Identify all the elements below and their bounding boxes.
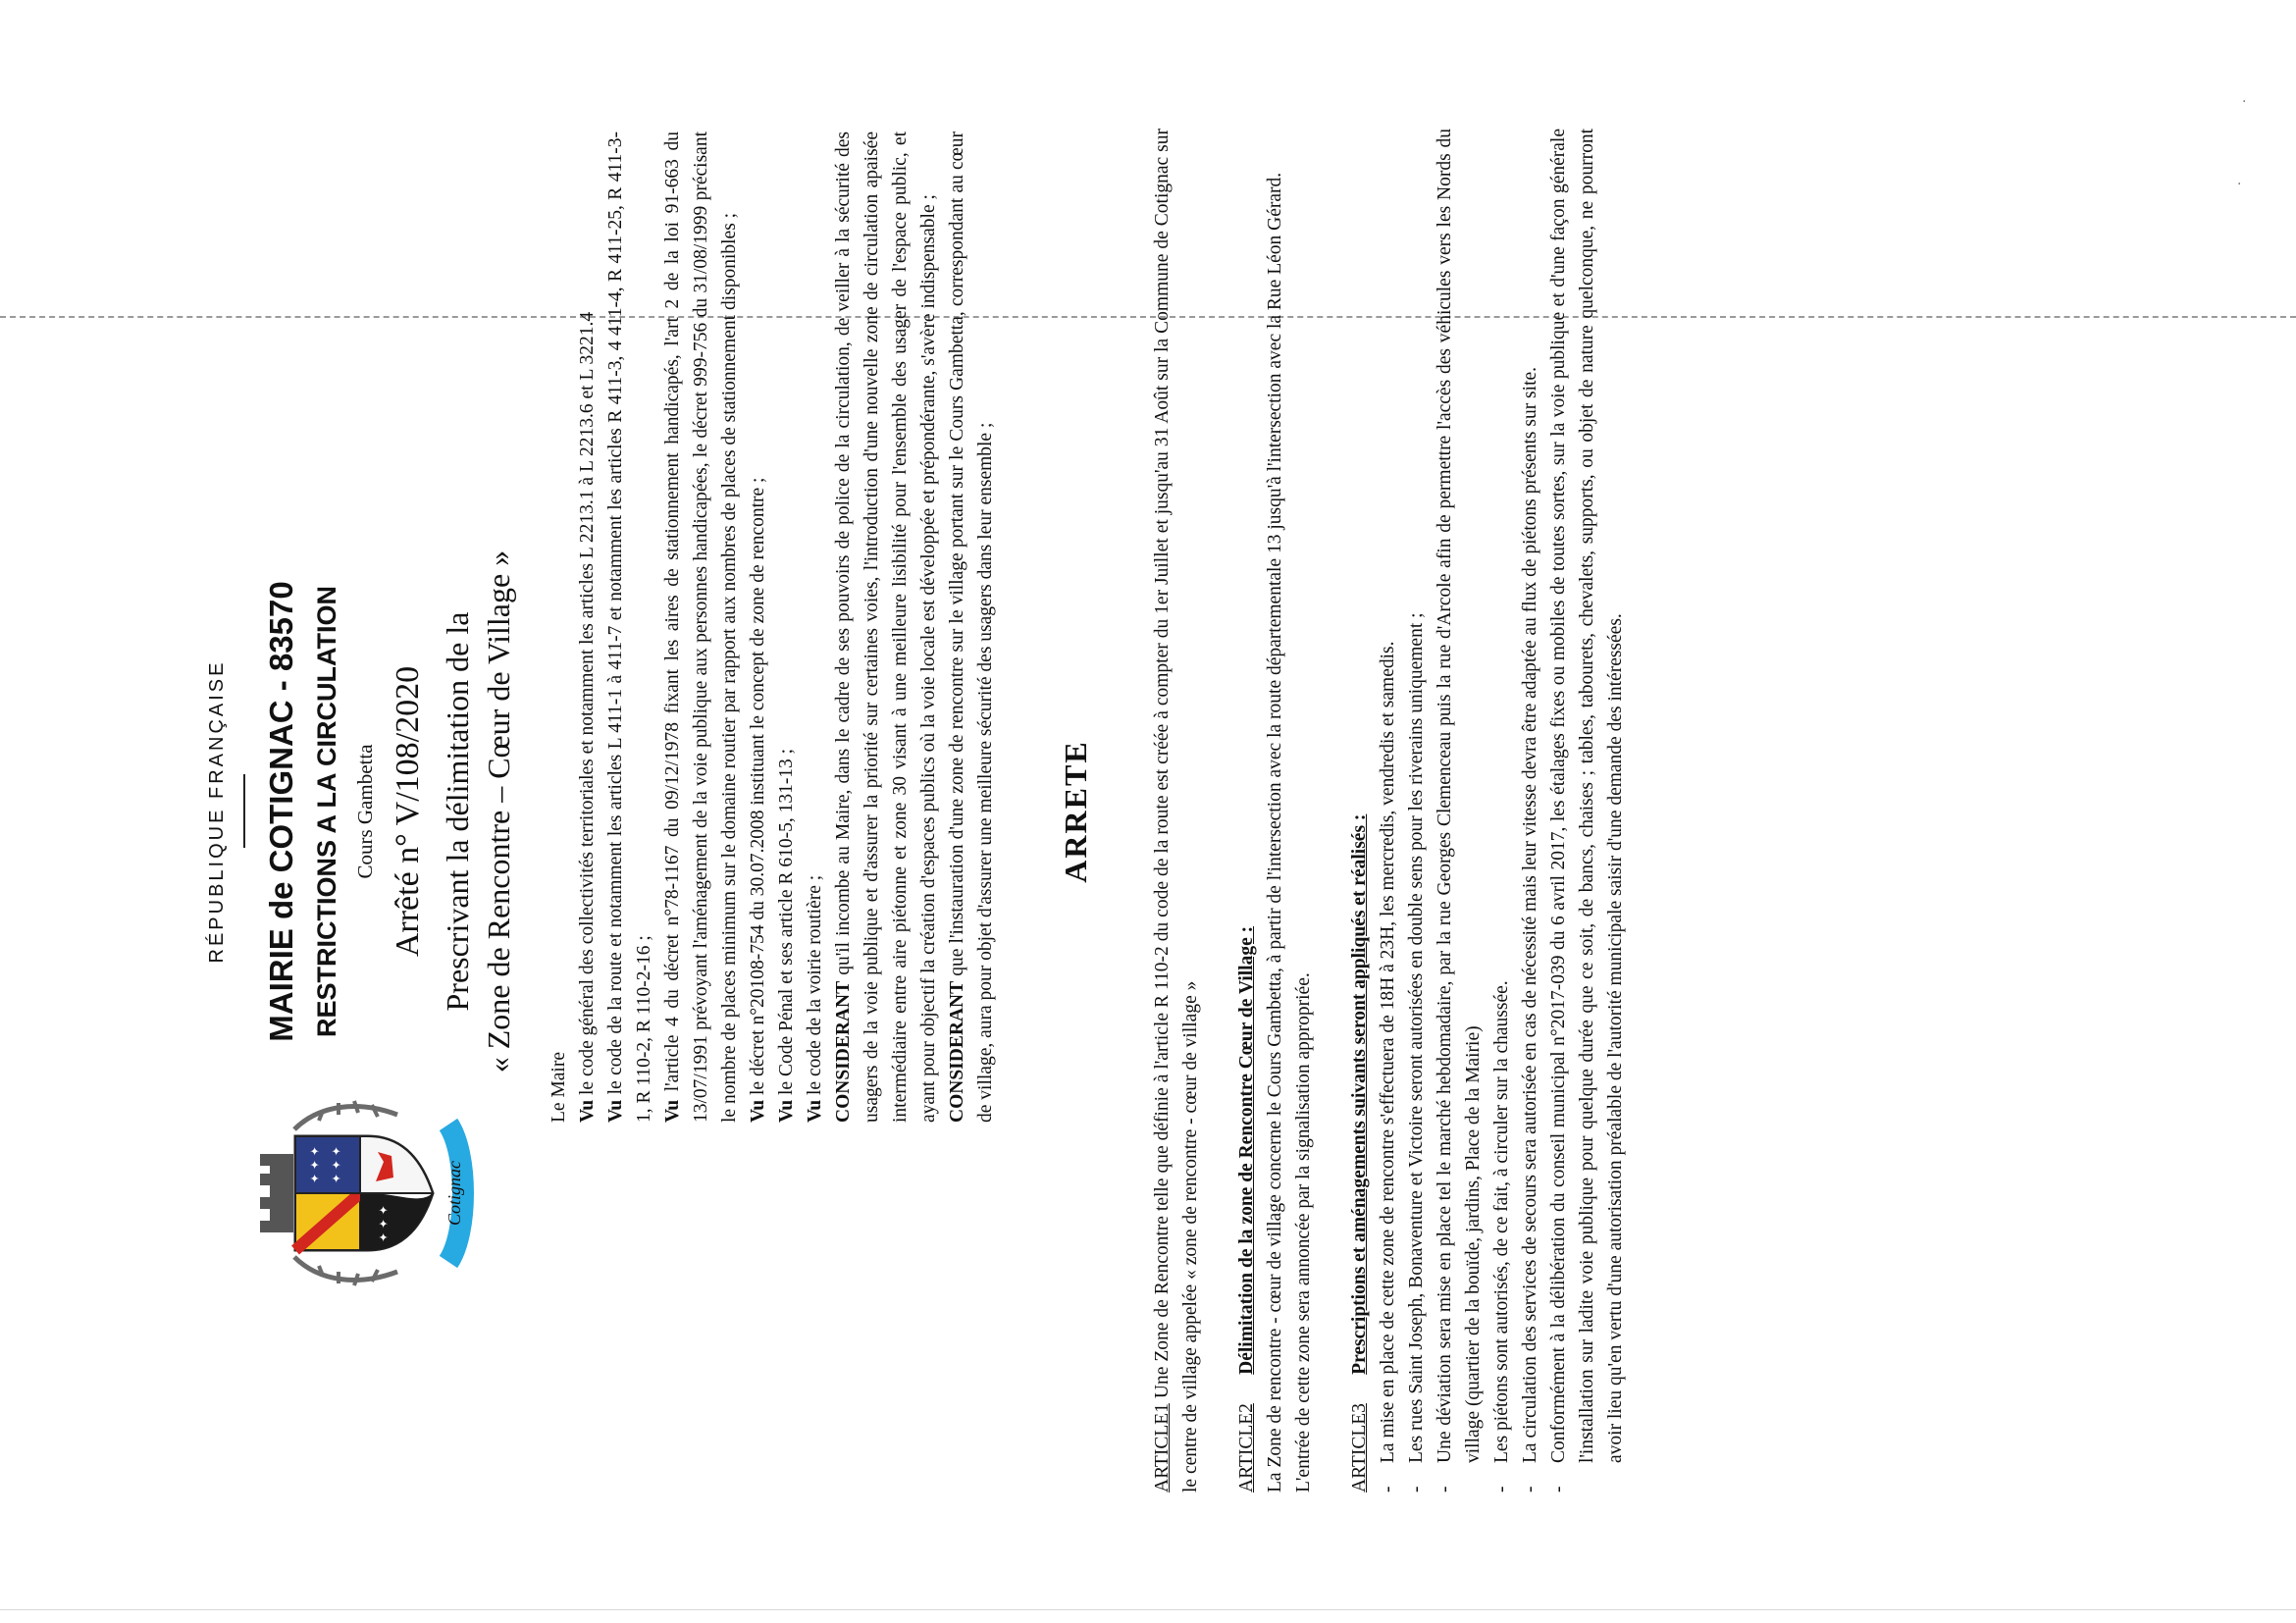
considerant-clause-1: CONSIDERANT qu'il incombe au Maire, dans le cadre de ses pouvoirs de police de la circulation, de veiller à la sécurité des usagers de la voie publique et d'assurer la priorité sur certaines voies, l'introduction d'une nouvelle zone de circulation apaisée intermédiaire entre aire piétonne et zone 30 visant à une meilleure lisibilité pour l'ensemble des usager de l'espace public, et ayant pour objectif la création d'espaces publics où la voie locale est développée et prépondérante, s'avère indispensable ; [833,131,939,1123]
article-3-list [1374,129,1630,1492]
vu-clause-4: Vu le décret n°20108-754 du 30.07.2008 instituant le concept de zone de rencontre ; [748,477,768,1123]
article-2-line-1: La Zone de rencontre - cœur de village concerne le Cours Gambetta, à partir de l'intersection avec la route départementale 13 jusqu'à l'intersection avec la Rue Léon Gérard. [1265,172,1285,1492]
article-2-title: Délimitation de la zone de Rencontre Cœur de Village : [1236,925,1257,1375]
restrictions-title: RESTRICTIONS A LA CIRCULATION [312,586,341,1037]
article-1: ARTICLE1 Une Zone de Rencontre telle que définie à l'article R 110-2 du code de la route est créée à compter du 1er Juillet et jusqu'au 31 Août sur la Commune de Cotignac sur le centre de village appelée « zone de rencontre - cœur de village » [1152,129,1201,1492]
arrete-heading: ARRETE [1058,740,1093,883]
coat-of-arms-icon [250,1075,486,1311]
considerant-clause-2: CONSIDERANT que l'instauration d'une zone de rencontre sur le village portant sur le Cours Gambetta, correspondant au cœur de village, aura pour objet d'assurer une meilleure sécurité des usagers dans leur ensemble ; [947,131,996,1123]
vu-clause-2: Vu le code de la route et notamment les articles L 411-1 à 411-7 et notamment les articles R 411-3, 4 411-4, R 411-25, R 411-3-1, R 110-2, R 110-2-16 ; [605,131,654,1123]
svg-text:✦ ✦ ✦: ✦ ✦ ✦ [308,1146,322,1183]
arrete-subtitle [437,0,519,1623]
list-item: - La circulation des services de secours sera autorisée en cas de nécessité mais leur vitesse devra être adaptée au flux de piétons présents sur site. [1516,129,1544,1492]
vu-clause-5: Vu le Code Pénal et ses article R 610-5, 131-13 ; [776,748,797,1123]
scan-mark: · [2237,177,2242,192]
vu-clause-6: Vu le code de la voirie routière ; [805,874,825,1123]
article-2-heading [1232,129,1261,1492]
list-item: - Conformément à la délibération du conseil municipal n°2017-039 du 6 avril 2017, les étalages fixes ou mobiles de toutes sortes, sur la voie publique et d'une façon générale l'installation sur ladite voie publique pour quelque durée que ce soit, de bancs, chaises ; tables, tabourets, chevalets, supports, ou objet de nature quelconque, ne pourront avoir lieu qu'en vertu d'une autorisation préalable de l'autorité municipale saisir d'une demande des intéressées. [1544,129,1630,1492]
mairie-title: MAIRIE de COTIGNAC - 83570 [263,581,299,1042]
le-maire: Le Maire [548,1051,569,1123]
street-name: Cours Gambetta [353,744,377,879]
article-2-line-2: L'entrée de cette zone sera annoncée par la signalisation appropriée. [1293,972,1314,1492]
articles [1148,129,1630,1492]
republique-heading: RÉPUBLIQUE FRANÇAISE [206,659,228,964]
list-item: - La mise en place de cette zone de rencontre s'effectuera de 18H à 23H, les mercredis, vendredis et samedis. [1374,129,1402,1492]
article-3-label: ARTICLE3 [1349,1403,1370,1492]
svg-text:✦ ✦ ✦: ✦ ✦ ✦ [377,1205,391,1242]
header-rule [243,774,245,848]
preamble [545,131,1000,1123]
list-item: - Une déviation sera mise en place tel le marché hebdomadaire, par la rue Georges Clemenceau puis la rue d'Arcole afin de permettre l'accès des véhicules vers les Nords du village (quartier de la bouïde, jardins, Place de la Mairie) [1431,129,1487,1492]
scan-mark: · [2242,94,2247,110]
vu-clause-3: Vu l'article 4 du décret n°78-1167 du 09/12/1978 fixant les aires de stationnement handicapés, l'art 2 de la loi 91-663 du 13/07/1991 prévoyant l'aménagement de la voie publique aux personnes handicapées, le décret 999-756 du 31/08/1999 précisant le nombre de places minimum sur le domaine routier par rapport aux nombres de places de stationnement disponibles ; [662,131,740,1123]
article-1-label: ARTICLE1 [1152,1403,1173,1492]
article-2-label: ARTICLE2 [1236,1403,1257,1492]
subtitle-line-2: « Zone de Rencontre – Cœur de Village » [481,550,516,1073]
emblem-banner-text: Cotignac [444,1161,464,1226]
arrete-number: Arrêté n° V/108/2020 [390,665,426,958]
svg-text:✦ ✦ ✦: ✦ ✦ ✦ [330,1146,343,1183]
list-item: - Les piétons sont autorisés, de ce fait, à circuler sur la chaussée. [1487,129,1516,1492]
article-3-heading [1345,129,1374,1492]
list-item: - Les rues Saint Joseph, Bonaventure et Victoire seront autorisées en double sens pour les riverains uniquement ; [1402,129,1431,1492]
subtitle-line-1: Prescrivant la délimitation de la [440,611,475,1012]
article-3-title: Prescriptions et aménagements suivants seront appliqués et réalisés : [1349,813,1370,1375]
vu-clause-1: Vu le code général des collectivités territoriales et notamment les articles L 2213.1 à L 2213.6 et L 3221.4 [577,311,598,1123]
